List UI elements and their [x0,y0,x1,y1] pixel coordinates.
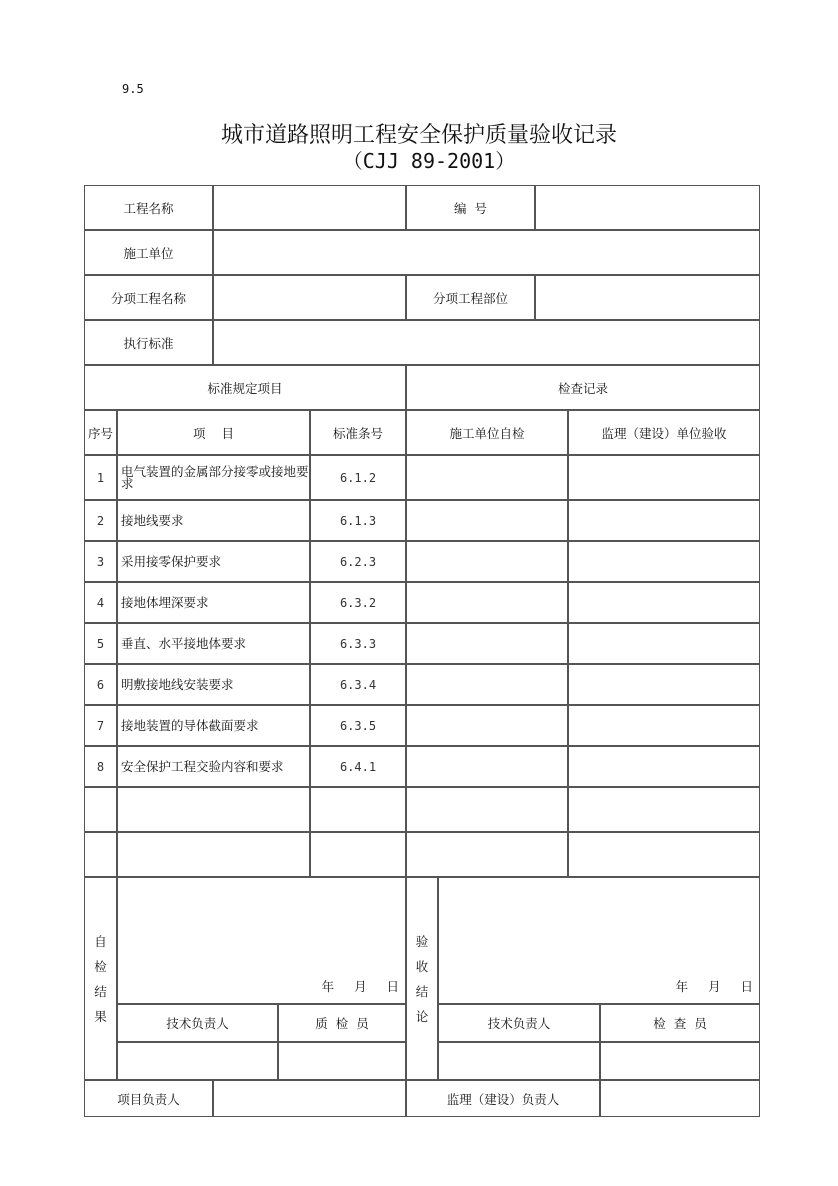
label-char: 结 [94,983,107,999]
label-char: 检 [94,958,107,974]
row-clause: 6.2.3 [310,541,406,582]
inspection-record-heading: 检查记录 [406,365,760,410]
col-seq: 序号 [84,410,117,455]
standard-field[interactable] [213,320,760,365]
row-item: 垂直、水平接地体要求 [117,623,310,664]
quality-inspector-signature[interactable] [278,1042,406,1080]
row-seq: 6 [84,664,117,705]
acceptance-tech-lead-label: 技术负责人 [438,1004,600,1042]
self-check-cell[interactable] [406,787,568,832]
supervisor-check-cell[interactable] [568,541,760,582]
row-clause: 6.1.2 [310,455,406,500]
inspector-label: 检 查 员 [600,1004,760,1042]
row-clause: 6.3.3 [310,623,406,664]
acceptance-conclusion-field[interactable] [438,877,760,1004]
self-check-cell[interactable] [406,746,568,787]
label-char: 验 [415,933,429,949]
label-char: 果 [94,1008,107,1024]
supervisor-check-cell[interactable] [568,664,760,705]
row-clause: 6.3.4 [310,664,406,705]
subproject-name-field[interactable] [213,275,406,320]
supervisor-check-cell[interactable] [568,500,760,541]
inspector-signature[interactable] [600,1042,760,1080]
empty-cell[interactable] [310,787,406,832]
acceptance-conclusion-label [406,877,438,1080]
project-manager-field[interactable] [213,1080,406,1117]
supervisor-manager-field[interactable] [600,1080,760,1117]
self-check-result-label [84,877,117,1080]
col-self-check: 施工单位自检 [406,410,568,455]
label-char: 自 [94,933,107,949]
number-field[interactable] [535,185,760,230]
self-check-tech-lead-signature[interactable] [117,1042,278,1080]
col-clause: 标准条号 [310,410,406,455]
project-name-label: 工程名称 [84,185,213,230]
self-check-cell[interactable] [406,623,568,664]
supervisor-check-cell[interactable] [568,787,760,832]
supervisor-check-cell[interactable] [568,582,760,623]
row-item: 明敷接地线安装要求 [117,664,310,705]
row-item: 安全保护工程交验内容和要求 [117,746,310,787]
self-check-cell[interactable] [406,500,568,541]
row-item: 接地线要求 [117,500,310,541]
row-seq: 2 [84,500,117,541]
supervisor-check-cell[interactable] [568,455,760,500]
supervisor-manager-label: 监理（建设）负责人 [406,1080,600,1117]
empty-cell[interactable] [84,832,117,877]
number-label: 编 号 [406,185,535,230]
label-char: 收 [415,958,429,974]
empty-cell[interactable] [117,832,310,877]
self-check-result-field[interactable] [117,877,406,1004]
self-check-cell[interactable] [406,582,568,623]
label-char: 结 [415,983,429,999]
empty-cell[interactable] [117,787,310,832]
label-char: 论 [415,1008,429,1024]
self-check-cell[interactable] [406,455,568,500]
section-number: 9.5 [122,82,144,96]
standard-code: （CJJ 89-2001） [342,149,516,173]
supervisor-check-cell[interactable] [568,623,760,664]
row-seq: 8 [84,746,117,787]
standard-items-heading: 标准规定项目 [84,365,406,410]
self-check-cell[interactable] [406,832,568,877]
page-title: 城市道路照明工程安全保护质量验收记录 [220,123,617,148]
row-clause: 6.4.1 [310,746,406,787]
contractor-label: 施工单位 [84,230,213,275]
supervisor-check-cell[interactable] [568,705,760,746]
quality-inspector-label: 质 检 员 [278,1004,406,1042]
acceptance-date: 年 月 日 [675,979,755,994]
col-supervisor-check: 监理（建设）单位验收 [568,410,760,455]
acceptance-tech-lead-signature[interactable] [438,1042,600,1080]
supervisor-check-cell[interactable] [568,832,760,877]
row-seq: 1 [84,455,117,500]
self-check-tech-lead-label: 技术负责人 [117,1004,278,1042]
row-clause: 6.3.5 [310,705,406,746]
row-seq: 3 [84,541,117,582]
standard-label: 执行标准 [84,320,213,365]
subproject-name-label: 分项工程名称 [84,275,213,320]
project-manager-label: 项目负责人 [84,1080,213,1117]
row-clause: 6.1.3 [310,500,406,541]
empty-cell[interactable] [84,787,117,832]
empty-cell[interactable] [310,832,406,877]
row-clause: 6.3.2 [310,582,406,623]
project-name-field[interactable] [213,185,406,230]
self-check-cell[interactable] [406,541,568,582]
self-check-date: 年 月 日 [321,979,401,994]
col-item: 项 目 [117,410,310,455]
row-item: 采用接零保护要求 [117,541,310,582]
contractor-field[interactable] [213,230,760,275]
self-check-cell[interactable] [406,705,568,746]
supervisor-check-cell[interactable] [568,746,760,787]
row-seq: 4 [84,582,117,623]
row-item: 电气装置的金属部分接零或接地要求 [117,455,310,500]
self-check-cell[interactable] [406,664,568,705]
row-item: 接地体埋深要求 [117,582,310,623]
row-seq: 5 [84,623,117,664]
row-seq: 7 [84,705,117,746]
subproject-location-field[interactable] [535,275,760,320]
subproject-location-label: 分项工程部位 [406,275,535,320]
row-item: 接地装置的导体截面要求 [117,705,310,746]
